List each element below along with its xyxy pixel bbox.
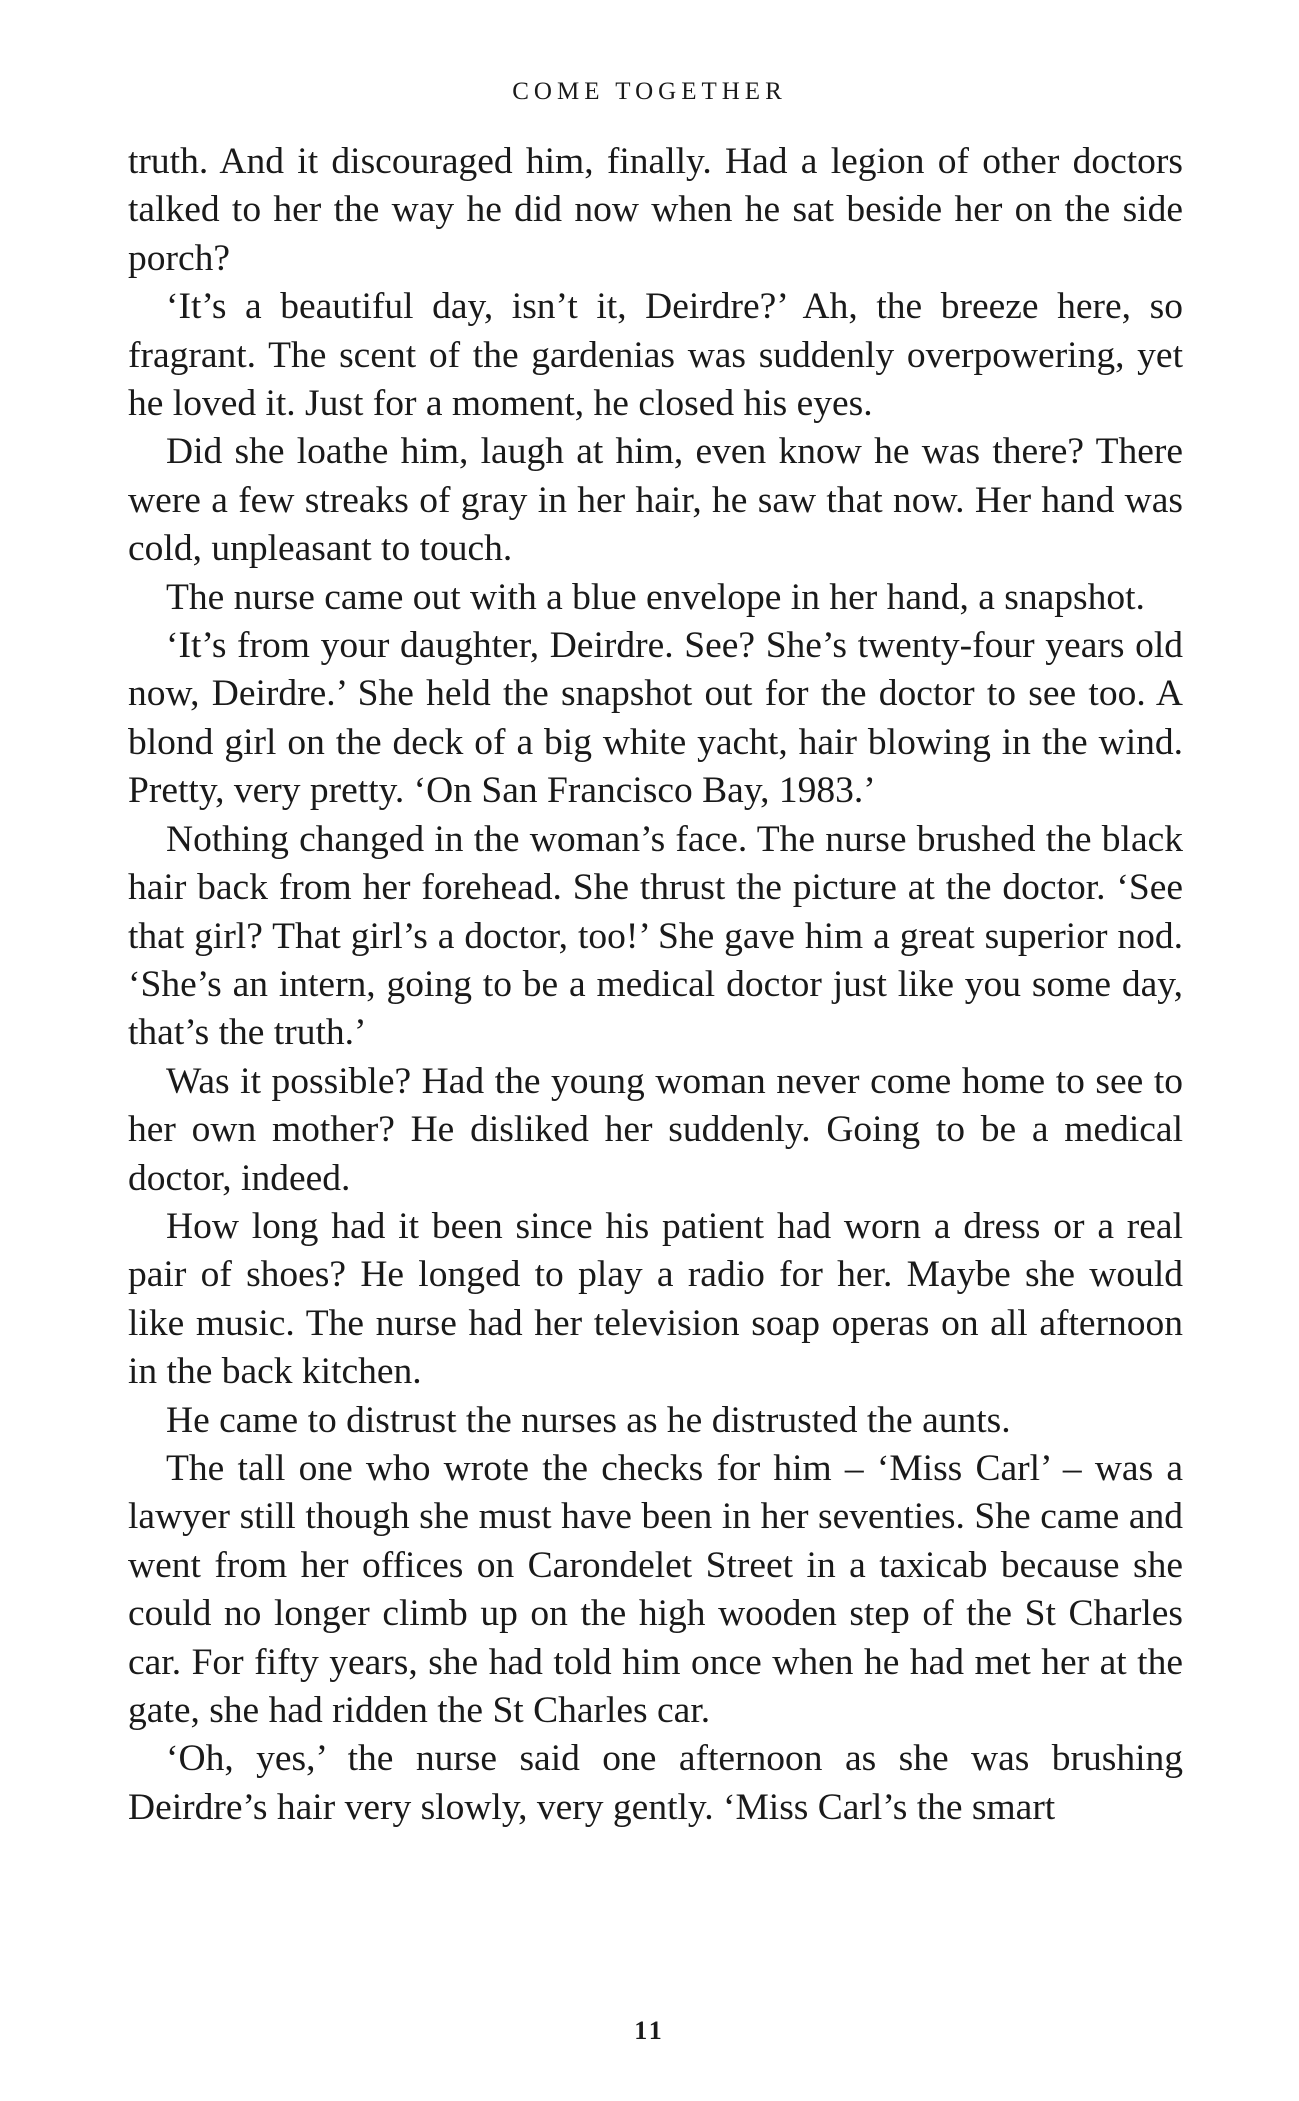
paragraph: The tall one who wrote the checks for him – ‘Miss Carl’ – was a lawyer still though she must have been in her seventies. She came and went from her offices on Carondelet Street in a taxicab because she could no longer climb up on the high wooden step of the St Charles car. For fifty years, she had told him once when he had met her at the gate, she had ridden the St Charles car. xyxy=(128,1447,1183,1731)
paragraph: The nurse came out with a blue envelope in her hand, a snapshot. xyxy=(166,576,1145,618)
paragraph: Nothing changed in the woman’s face. The nurse brushed the black hair back from her forehead. She thrust the picture at the doctor. ‘See that girl? That girl’s a doctor, too!’ She gave him a great superior nod. ‘She’s an intern, going to be a medical doctor just like you some day, that’s the truth.’ xyxy=(128,818,1183,1054)
page-number: 11 xyxy=(634,2016,665,2045)
paragraph: truth. And it discouraged him, finally. Had a legion of other doctors talked to her the way he did now when he sat beside her on the side porch? xyxy=(128,141,1183,279)
body-text xyxy=(128,138,1183,1832)
paragraph: ‘It’s a beautiful day, isn’t it, Deirdre?’ Ah, the breeze here, so fragrant. The scent of the gardenias was suddenly overpowering, yet he loved it. Just for a moment, he closed his eyes. xyxy=(128,286,1183,425)
paragraph: ‘It’s from your daughter, Deirdre. See? She’s twenty-four years old now, Deirdre.’ She held the snapshot out for the doctor to see too. A blond girl on the deck of a big white yacht, hair blowing in the wind. Pretty, very pretty. ‘On San Francisco Bay, 1983.’ xyxy=(128,625,1183,812)
paragraph: He came to distrust the nurses as he distrusted the aunts. xyxy=(166,1399,1011,1441)
paragraph: Did she loathe him, laugh at him, even know he was there? There were a few streaks of gray in her hair, he saw that now. Her hand was cold, unpleasant to touch. xyxy=(128,431,1183,570)
paragraph: Was it possible? Had the young woman never come home to see to her own mother? He disliked her suddenly. Going to be a medical doctor, indeed. xyxy=(128,1060,1183,1199)
running-head: COME TOGETHER xyxy=(512,78,787,105)
paragraph: How long had it been since his patient had worn a dress or a real pair of shoes? He longed to play a radio for her. Maybe she would like music. The nurse had her television soap operas on all afternoon in the back kitchen. xyxy=(128,1205,1183,1393)
paragraph: ‘Oh, yes,’ the nurse said one afternoon as she was brushing Deirdre’s hair very slowly, very gently. ‘Miss Carl’s the smart xyxy=(128,1738,1183,1828)
